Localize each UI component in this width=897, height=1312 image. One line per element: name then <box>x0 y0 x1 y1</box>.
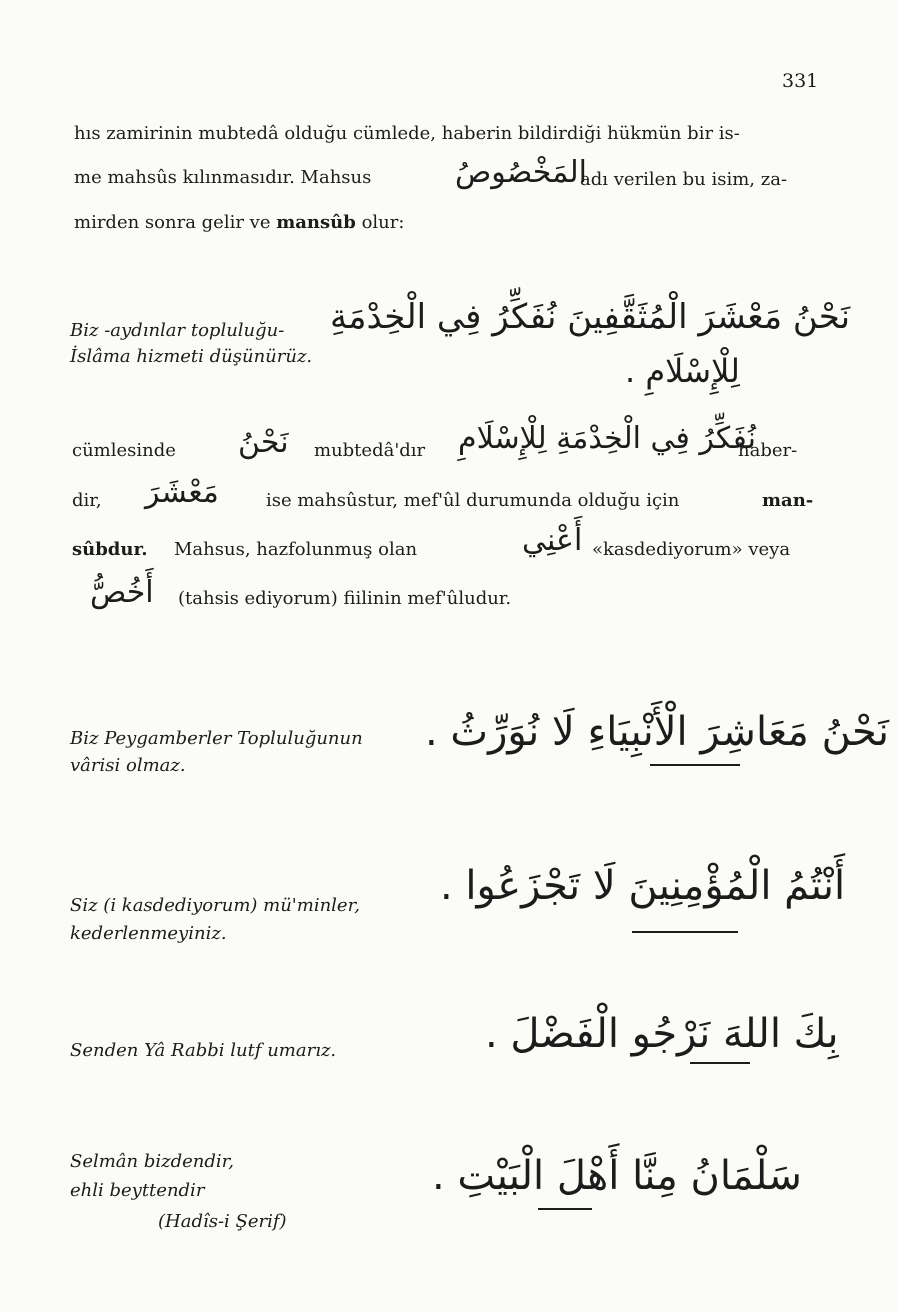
example1-arabic-line-2: لِلْإِسْلَامِ . <box>625 352 740 390</box>
example4-translation: Senden Yâ Rabbi lutf umarız. <box>70 1040 337 1061</box>
explanation-row2-middle: ise mahsûstur, mef'ûl durumunda olduğu için <box>266 490 680 511</box>
example5-source: (Hadîs-i Şerif) <box>158 1211 287 1232</box>
example2-underline <box>650 764 740 766</box>
example1-arabic-line-1: نَحْنُ مَعْشَرَ الْمُثَقَّفِينَ نُفَكِّرُ فِي الْخِدْمَةِ <box>330 297 851 337</box>
example2-translation-line-2: vârisi olmaz. <box>70 755 186 776</box>
example3-underline <box>632 931 738 933</box>
example4-underline <box>690 1062 750 1064</box>
page-number: 331 <box>782 70 819 92</box>
explanation-row4: (tahsis ediyorum) fiilinin mef'ûludur. <box>178 588 512 609</box>
explanation-row3-end: «kasdediyorum» veya <box>592 539 791 560</box>
intro-line-3-end: olur: <box>361 212 405 233</box>
explanation-row1-middle: mubtedâ'dır <box>314 440 426 461</box>
explanation-row3-start: Mahsus, hazfolunmuş olan <box>174 539 418 560</box>
arabic-khabar: نُفَكِّرُ فِي الْخِدْمَةِ لِلْإِسْلَامِ <box>458 421 756 456</box>
intro-line-2-start: me mahsûs kılınmasıdır. Mahsus <box>74 167 372 188</box>
example5-translation-line-2: ehli beyttendir <box>70 1180 205 1201</box>
explanation-row1-end: haber- <box>738 440 798 461</box>
explanation-row1-start: cümlesinde <box>72 440 176 461</box>
example5-arabic: سَلْمَانُ مِنَّا أَهْلَ الْبَيْتِ . <box>432 1153 802 1199</box>
explanation-row2-bold: man- <box>762 490 814 511</box>
example3-translation-line-2: kederlenmeyiniz. <box>70 923 227 944</box>
intro-line-3-bold: mansûb <box>276 212 356 233</box>
intro-line-2-end: adı verilen bu isim, za- <box>580 169 788 190</box>
arabic-ahussu: أَخُصُّ <box>90 575 154 610</box>
example5-translation-line-1: Selmân bizdendir, <box>70 1151 235 1172</box>
example2-arabic: نَحْنُ مَعَاشِرَ الْأَنْبِيَاءِ لَا نُوَرِّثُ . <box>425 709 889 755</box>
example3-arabic: أَنْتُمُ الْمُؤْمِنِينَ لَا تَجْزَعُوا . <box>440 863 846 909</box>
intro-line-3-start: mirden sonra gelir ve <box>74 212 271 233</box>
example1-translation-line-1: Biz -aydınlar topluluğu- <box>70 320 285 341</box>
intro-line-1: hıs zamirinin mubtedâ olduğu cümlede, haberin bildirdiği hükmün bir is- <box>74 123 740 144</box>
example4-arabic: بِكَ اللهَ نَرْجُو الْفَضْلَ . <box>485 1011 839 1057</box>
intro-line-3 <box>74 211 404 235</box>
arabic-mahsus-term: المَخْصُوصُ <box>455 155 587 190</box>
example5-underline <box>538 1208 592 1210</box>
example2-translation-line-1: Biz Peygamberler Topluluğunun <box>70 728 363 749</box>
explanation-row2-start: dir, <box>72 490 102 511</box>
example3-translation-line-1: Siz (i kasdediyorum) mü'minler, <box>70 895 360 916</box>
arabic-mashar: مَعْشَرَ <box>145 475 219 510</box>
arabic-nahnu: نَحْنُ <box>238 425 289 460</box>
explanation-row3-bold: sûbdur. <box>72 539 148 560</box>
example1-translation-line-2: İslâma hizmeti düşünürüz. <box>70 346 313 367</box>
arabic-ani: أَعْنِي <box>522 523 583 558</box>
